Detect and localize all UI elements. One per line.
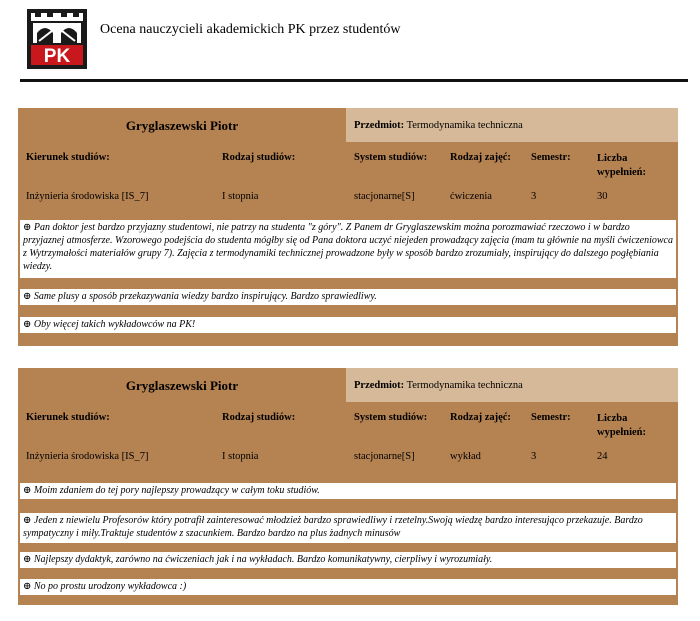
header-rodzaj: Rodzaj studiów: bbox=[222, 152, 296, 163]
plus-icon: ⊕ bbox=[23, 319, 32, 330]
subject-name: Termodynamika techniczna bbox=[406, 120, 523, 131]
comment-text: Pan doktor jest bardzo przyjazny studentowi, nie patrzy na studenta "z góry". Z Panem dr Gryglaszewskim można porozmawiać rzeczowo i w bardzo przyjaznej atmosferze. Wzorowego podejścia do studenta mógłby się od Pana doktora uczyć niejeden prowadzący zajęcia (mam tu głównie na myśli ćwiczeniowca z Wytrzymałości materiałów grupy 7). Zajęcia z termodynamiki technicznej prowadzone były w sposób bardzo zrozumiały, inspirujący do dalszego pogłębiania wiedzy. bbox=[23, 222, 673, 272]
comment-text: Najlepszy dydaktyk, zarówno na ćwiczeniach jak i na wykładach. Bardzo komunikatywny, cierpliwy i wyrozumiały. bbox=[33, 554, 493, 565]
comment-text: Oby więcej takich wykładowców na PK! bbox=[33, 319, 196, 330]
comment bbox=[20, 483, 676, 499]
header-semestr: Semestr: bbox=[531, 412, 571, 423]
comment-text: Jeden z niewielu Profesorów który potrafił zainteresować młodzież bardzo sprawiedliwy i rzetelny.Swoją wiedzę bardzo interesująco przekazuje. Bardzo sympatyczny i miły.Traktuje studentów z szacunkiem. Bardzo bardzo na plus żadnych minusów bbox=[23, 515, 643, 539]
comment bbox=[20, 289, 676, 305]
comment-text: No po prostu urodzony wykładowca :) bbox=[33, 581, 187, 592]
evaluation-card-1 bbox=[18, 108, 678, 346]
subject-cell bbox=[346, 368, 678, 402]
comment-text: Same plusy a sposób przekazywania wiedzy bardzo inspirujący. Bardzo sprawiedliwy. bbox=[33, 291, 377, 302]
value-system: stacjonarne[S] bbox=[354, 191, 415, 202]
value-kierunek: Inżynieria środowiska [IS_7] bbox=[26, 191, 149, 202]
pk-logo[interactable] bbox=[25, 7, 89, 71]
value-rodzaj: I stopnia bbox=[222, 191, 259, 202]
header-kierunek: Kierunek studiów: bbox=[26, 152, 110, 163]
value-rodzaj: I stopnia bbox=[222, 451, 259, 462]
subject-name: Termodynamika techniczna bbox=[406, 380, 523, 391]
teacher-name[interactable]: Gryglaszewski Piotr bbox=[125, 118, 239, 133]
plus-icon: ⊕ bbox=[23, 291, 32, 302]
header-semestr: Semestr: bbox=[531, 152, 571, 163]
header-liczba: Liczba wypełnień: bbox=[597, 153, 647, 178]
plus-icon: ⊕ bbox=[23, 554, 32, 565]
header-zajecia: Rodzaj zajęć: bbox=[450, 412, 511, 423]
teacher-row bbox=[18, 368, 678, 402]
column-headers bbox=[18, 148, 678, 184]
header-divider bbox=[20, 79, 688, 82]
header-rodzaj: Rodzaj studiów: bbox=[222, 412, 296, 423]
header-system: System studiów: bbox=[354, 152, 428, 163]
page-header bbox=[0, 0, 700, 84]
logo-text: PK bbox=[43, 46, 71, 67]
header-liczba: Liczba wypełnień: bbox=[597, 413, 647, 438]
data-row bbox=[18, 186, 678, 214]
header-system: System studiów: bbox=[354, 412, 428, 423]
subject-cell bbox=[346, 108, 678, 142]
plus-icon: ⊕ bbox=[23, 515, 32, 526]
comment bbox=[20, 579, 676, 595]
subject-label: Przedmiot: bbox=[354, 380, 405, 391]
value-liczba: 30 bbox=[597, 191, 608, 202]
header-zajecia: Rodzaj zajęć: bbox=[450, 152, 511, 163]
site-title: Ocena nauczycieli akademickich PK przez studentów bbox=[100, 22, 401, 37]
value-semestr: 3 bbox=[531, 451, 537, 462]
plus-icon: ⊕ bbox=[23, 581, 32, 592]
evaluation-card-2 bbox=[18, 368, 678, 605]
value-zajecia: ćwiczenia bbox=[450, 191, 492, 202]
column-headers bbox=[18, 408, 678, 444]
value-semestr: 3 bbox=[531, 191, 537, 202]
value-zajecia: wykład bbox=[450, 451, 481, 462]
value-kierunek: Inżynieria środowiska [IS_7] bbox=[26, 451, 149, 462]
plus-icon: ⊕ bbox=[23, 485, 32, 496]
comment-text: Moim zdaniem do tej pory najlepszy prowadzący w całym toku studiów. bbox=[33, 485, 320, 496]
comment bbox=[20, 513, 676, 543]
header-kierunek: Kierunek studiów: bbox=[26, 412, 110, 423]
value-system: stacjonarne[S] bbox=[354, 451, 415, 462]
data-row bbox=[18, 446, 678, 474]
comment bbox=[20, 317, 676, 333]
teacher-name[interactable]: Gryglaszewski Piotr bbox=[125, 378, 239, 393]
subject-label: Przedmiot: bbox=[354, 120, 405, 131]
comment bbox=[20, 552, 676, 568]
plus-icon: ⊕ bbox=[23, 222, 32, 233]
value-liczba: 24 bbox=[597, 451, 608, 462]
comment bbox=[20, 220, 676, 278]
teacher-row bbox=[18, 108, 678, 142]
